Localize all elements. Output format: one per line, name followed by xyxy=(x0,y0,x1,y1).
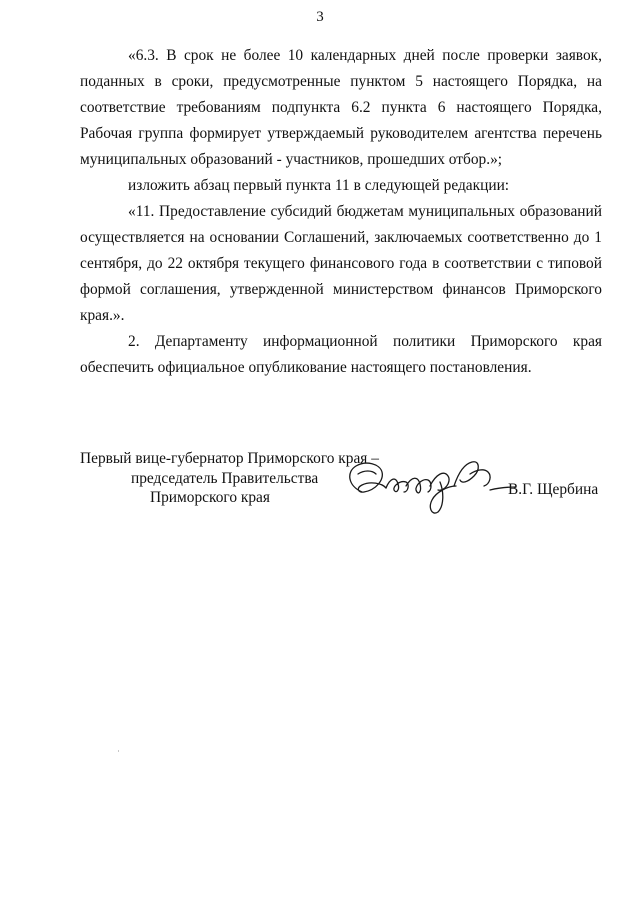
paragraph-6-3: «6.3. В срок не более 10 календарных дней после проверки заявок, поданных в сроки, предусмотренные пунктом 5 настоящего Порядка, на соответствие требованиям подпункта 6.2 пункта 6 настоящего Порядка, Рабочая группа формирует утверждаемый руководителем агентства перечень муниципальных образований - участников, прошедших отбор.»; xyxy=(80,47,602,168)
signer-name: В.Г. Щербина xyxy=(508,481,599,498)
signature-stroke xyxy=(386,479,408,492)
signature-stroke xyxy=(406,478,431,493)
signatory-position xyxy=(80,449,379,508)
body-text xyxy=(80,43,602,381)
handwritten-signature-image xyxy=(340,456,525,518)
page-number: 3 xyxy=(316,9,324,25)
scan-artifact-dot xyxy=(118,750,119,752)
signatory-position-line: Первый вице-губернатор Приморского края – xyxy=(80,450,379,467)
paragraph-amendment-intro: изложить абзац первый пункта 11 в следующей редакции: xyxy=(128,177,510,194)
signature-stroke xyxy=(470,470,490,486)
signature-stroke xyxy=(358,471,376,474)
paragraph-2-publication: 2. Департаменту информационной политики Приморского края обеспечить официальное опубликование настоящего постановления. xyxy=(80,333,602,376)
signature-stroke xyxy=(350,463,386,492)
signature-stroke xyxy=(454,462,478,486)
paragraph-11: «11. Предоставление субсидий бюджетам муниципальных образований осуществляется на основании Соглашений, заключаемых соответственно до 1 сентября, до 22 октября текущего финансового года в соответствии с типовой формой соглашения, утвержденной министерством финансов Приморского края.». xyxy=(80,203,602,324)
signatory-position-line: Приморского края xyxy=(150,489,270,506)
signature-stroke xyxy=(430,482,456,513)
signatory-position-line: председатель Правительства xyxy=(131,469,319,487)
